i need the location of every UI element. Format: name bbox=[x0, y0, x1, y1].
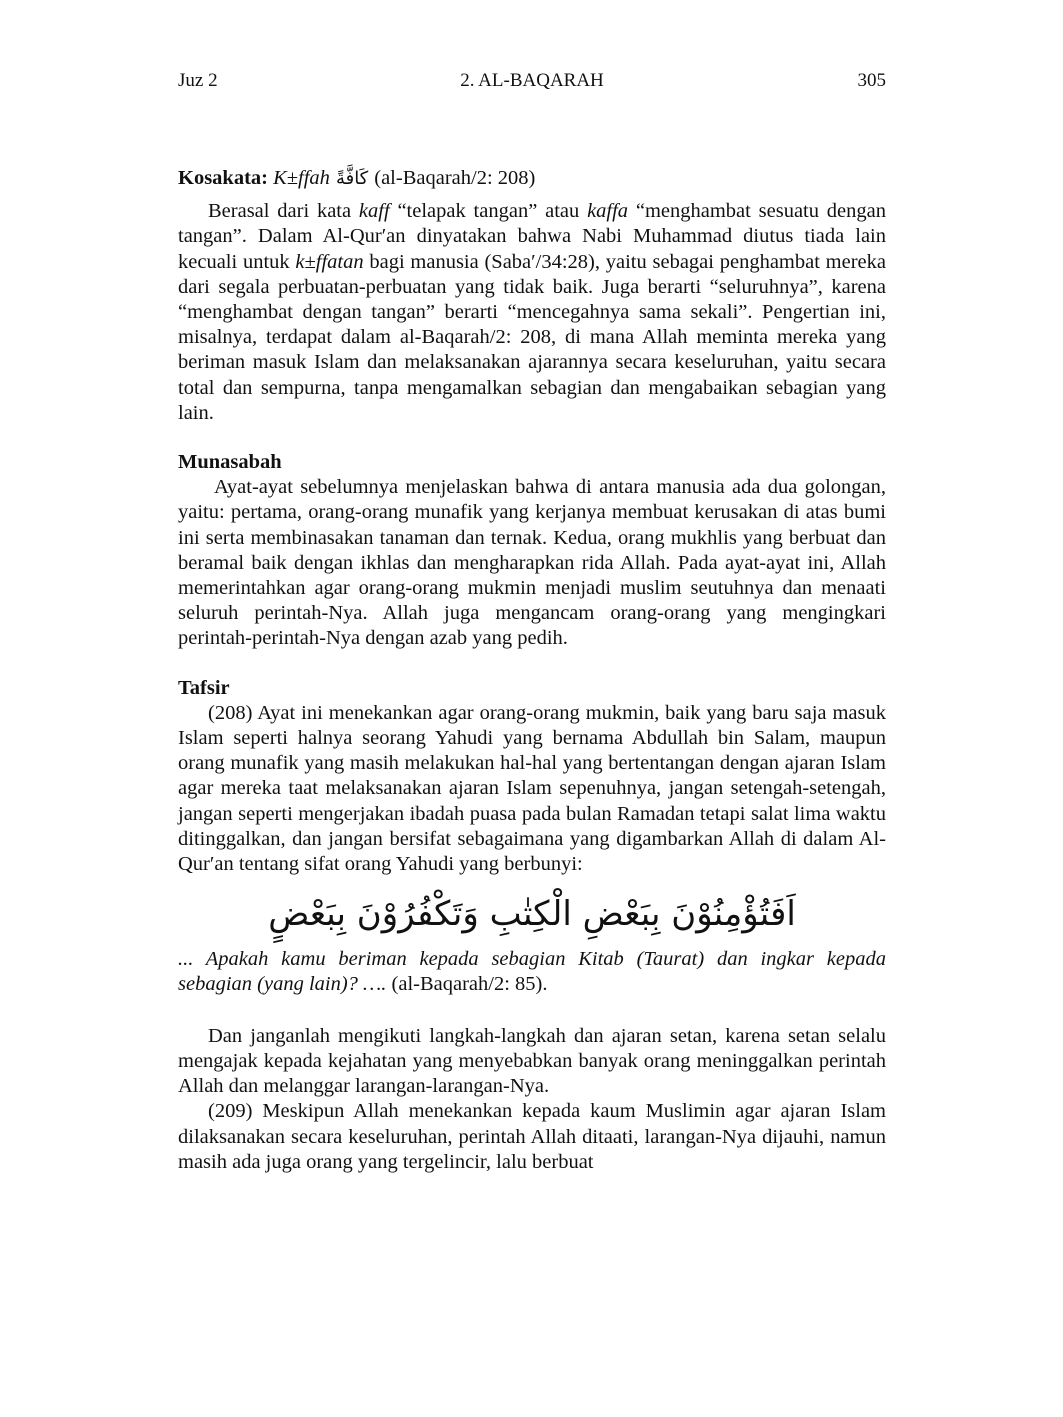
text-run: “telapak tangan” atau bbox=[389, 200, 588, 223]
page-header bbox=[178, 70, 886, 100]
text-run: “menghambat sesuatu dengan tangan”. Dalam Al-Qur′an dinyatakan bahwa Nabi Muhammad diutus tiada lain kecuali untuk bbox=[178, 200, 887, 273]
text-run-italic: k±ffatan bbox=[295, 250, 364, 273]
tafsir-title: Tafsir bbox=[178, 676, 230, 699]
translation-text: ... Apakah kamu beriman kepada sebagian Kitab (Taurat) dan ingkar kepada sebagian (yang lain)? …. bbox=[178, 948, 886, 996]
kosakata-term: K±ffah bbox=[273, 167, 330, 189]
page bbox=[178, 70, 886, 1175]
translation-ref: (al-Baqarah/2: 85). bbox=[386, 973, 548, 996]
text-run-italic: kaffa bbox=[587, 200, 629, 223]
verse-translation bbox=[178, 947, 886, 997]
kosakata-paragraph bbox=[178, 199, 886, 426]
text-run: bagi manusia (Saba′/34:28), yaitu sebagai penghambat mereka dari segala perbuatan-perbuatan yang tidak baik. Juga berarti “seluruhnya”, karena “menghambat dengan tangan” berarti “mencegahnya sama sekali”. Pengertian ini, misalnya, terdapat dalam al-Baqarah/2: 208, di mana Allah meminta mereka yang beriman masuk Islam dan melaksanakan ajarannya secara keseluruhan, yaitu secara total dan sempurna, tanpa mengamalkan sebagian dan mengabaikan sebagian yang lain. bbox=[178, 250, 886, 424]
munasabah-title: Munasabah bbox=[178, 451, 282, 474]
kosakata-label: Kosakata: bbox=[178, 167, 268, 189]
tafsir-paragraph-209: (209) Meskipun Allah menekankan kepada kaum Muslimin agar ajaran Islam dilaksanakan secara keseluruhan, perintah Allah ditaati, larangan-Nya dijauhi, namun masih ada juga orang yang tergelincir, lalu berbuat bbox=[178, 1100, 886, 1173]
quran-verse-arabic: اَفَتُؤْمِنُوْنَ بِبَعْضِ الْكِتٰبِ وَتَكْفُرُوْنَ بِبَعْضٍ bbox=[268, 894, 796, 935]
surah-title: 2. AL-BAQARAH bbox=[460, 70, 604, 91]
tafsir-paragraph-setan: Dan janganlah mengikuti langkah-langkah dan ajaran setan, karena setan selalu mengajak kepada kejahatan yang menyebabkan banyak orang meninggalkan perintah Allah dan melanggar larangan-larangan-Nya. bbox=[178, 1024, 886, 1098]
page-number: 305 bbox=[857, 70, 886, 91]
munasabah-paragraph: Ayat-ayat sebelumnya menjelaskan bahwa di antara manusia ada dua golongan, yaitu: pertama, orang-orang munafik yang kerjanya membuat kerusakan di atas bumi ini serta membinasakan tanaman dan ternak. Kedua, orang mukhlis yang berbuat dan beramal baik dengan ikhlas dan mengharapkan rida Allah. Pada ayat-ayat ini, Allah memerintahkan agar orang-orang mukmin menjadi muslim seutuhnya dan menaati seluruh perintah-Nya. Allah juga mengancam orang-orang yang mengingkari perintah-perintah-Nya dengan azab yang pedih. bbox=[178, 476, 886, 650]
juz-label: Juz 2 bbox=[178, 70, 218, 91]
kosakata-heading bbox=[178, 166, 886, 191]
kosakata-arabic: كَافَّةً bbox=[335, 168, 369, 189]
text-run: Berasal dari kata bbox=[208, 200, 359, 223]
tafsir-paragraph-208: (208) Ayat ini menekankan agar orang-orang mukmin, baik yang baru saja masuk Islam seperti halnya seorang Yahudi yang bernama Abdullah bin Salam, maupun orang munafik yang masih melakukan hal-hal yang bertentangan dengan ajaran Islam agar mereka taat melaksanakan ajaran Islam sepenuhnya, jangan setengah-setengah, jangan seperti mengerjakan ibadah puasa pada bulan Ramadan tetapi salat lima waktu ditinggalkan, dan jangan bersifat sebagaimana yang digambarkan Allah di dalam Al-Qur′an tentang sifat orang Yahudi yang berbunyi: bbox=[178, 701, 886, 876]
kosakata-ref: (al-Baqarah/2: 208) bbox=[374, 167, 536, 189]
text-run-italic: kaff bbox=[358, 200, 390, 223]
